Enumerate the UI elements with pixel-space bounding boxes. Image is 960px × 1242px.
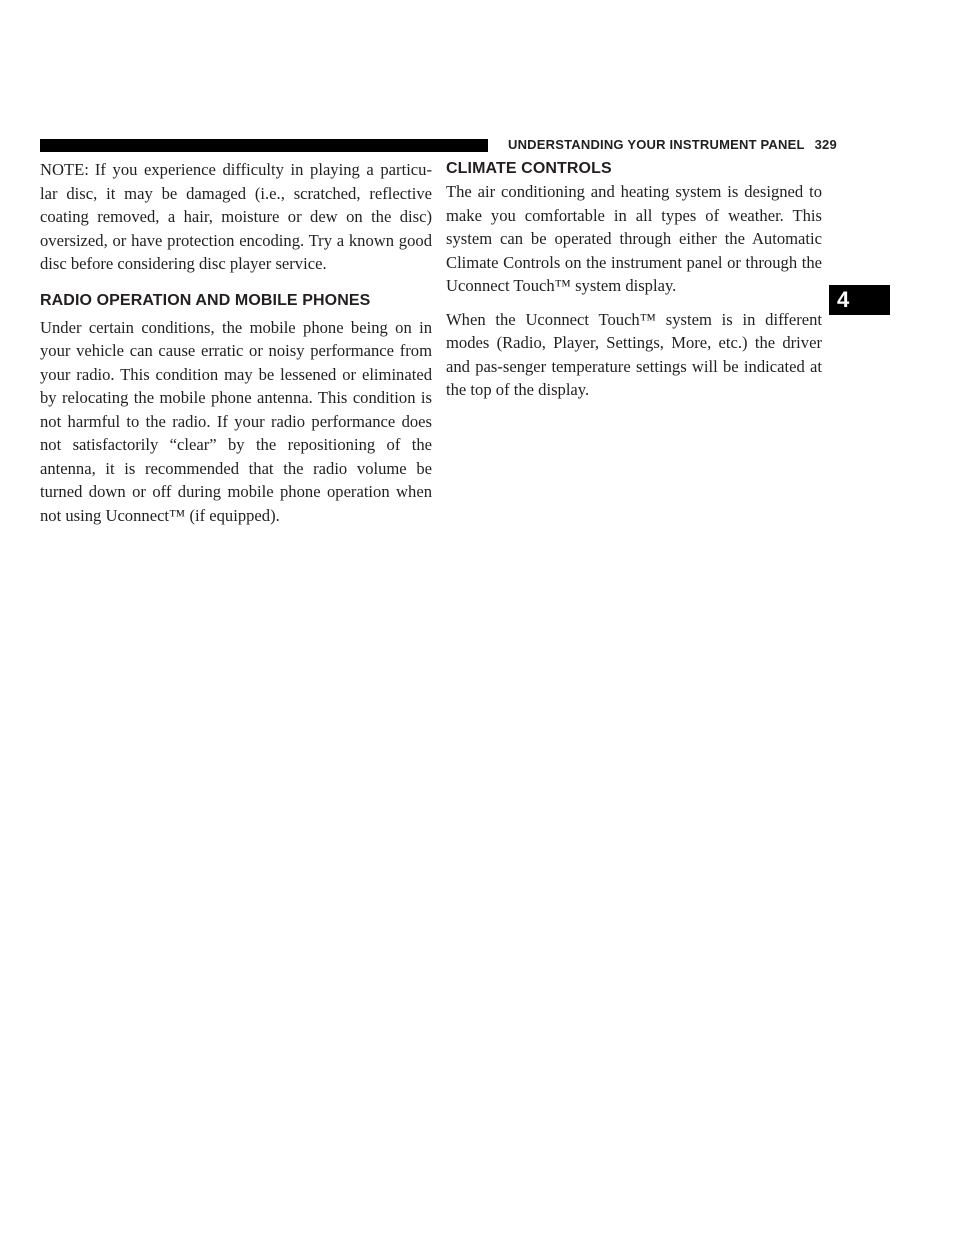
left-column <box>40 158 432 537</box>
climate-controls-heading: CLIMATE CONTROLS <box>446 160 612 177</box>
climate-paragraph-1: The air conditioning and heating system is designed to make you comfortable in all types of weather. This system can be operated through either the Automatic Climate Controls on the instrument panel or through the Uconnect Touch™ system display. <box>446 182 822 295</box>
chapter-tab: 4 <box>829 285 890 315</box>
note-label: NOTE: <box>40 160 89 179</box>
right-column <box>446 158 822 412</box>
radio-mobile-heading: RADIO OPERATION AND MOBILE PHONES <box>40 291 371 309</box>
climate-paragraph-2: When the Uconnect Touch™ system is in different modes (Radio, Player, Settings, More, etc.) the driver and pas-senger temperature settings will be indicated at the top of the display. <box>446 309 822 399</box>
note-paragraph <box>40 158 432 276</box>
header-rule <box>40 139 488 152</box>
section-title: UNDERSTANDING YOUR INSTRUMENT PANEL <box>508 137 805 152</box>
radio-mobile-paragraph: Under certain conditions, the mobile phone being on in your vehicle can cause erratic or noisy performance from your radio. This condition may be lessened or eliminated by relocating the mobile phone antenna. This condition is not harmful to the radio. If your radio performance does not satisfactorily “clear” by the repositioning of the antenna, it is recommended that the radio volume be turned down or off during mobile phone operation when not using Uconnect™ (if equipped). <box>40 317 432 525</box>
running-header <box>508 137 837 152</box>
page-number: 329 <box>814 137 837 152</box>
note-text: If you experience difficulty in playing a particu-lar disc, it may be damaged (i.e., scratched, reflective coating removed, a hair, moisture or dew on the disc) oversized, or have protection encoding. Try a known good disc before considering disc player service. <box>40 160 432 273</box>
